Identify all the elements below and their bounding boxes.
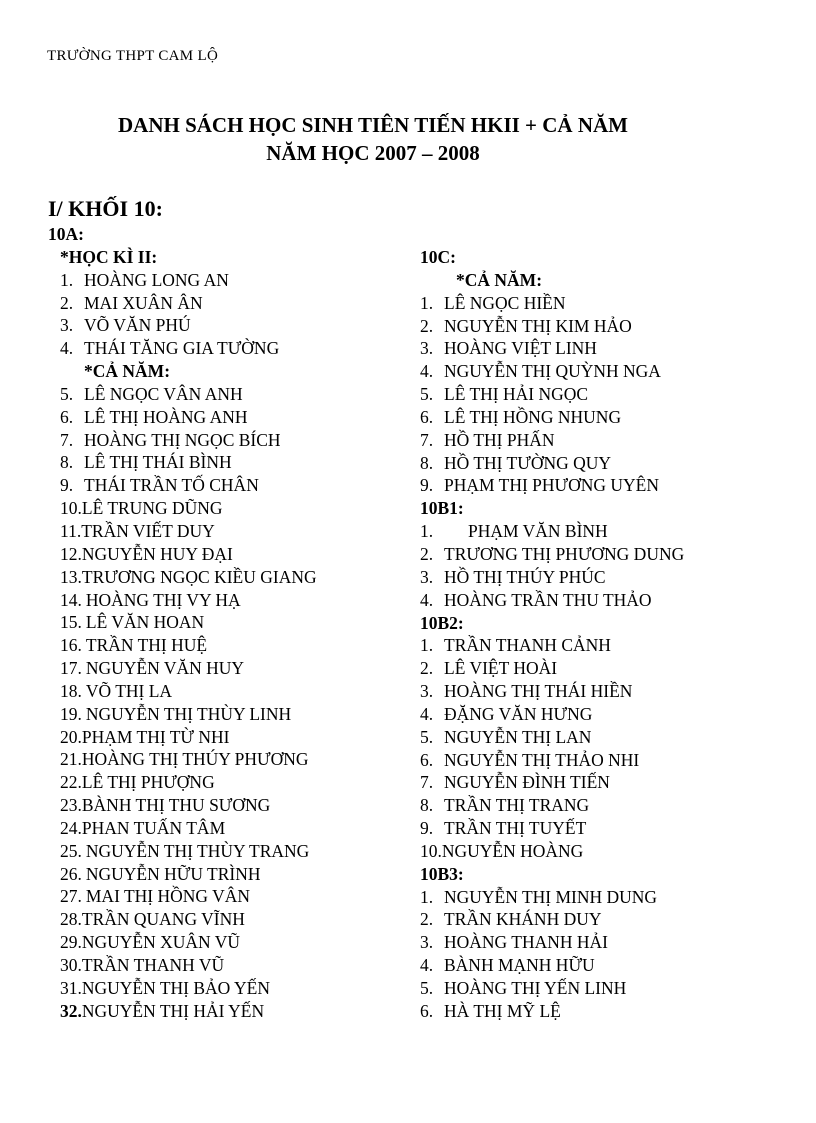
student-name: HOÀNG THỊ YẾN LINH	[444, 978, 627, 998]
item-number: 4.	[60, 338, 74, 359]
list-item	[420, 520, 810, 543]
list-item	[48, 337, 418, 360]
item-number: 3.	[420, 566, 434, 587]
student-name: HỒ THỊ THÚY PHÚC	[444, 566, 606, 587]
class-heading-10c: 10C:	[420, 247, 456, 267]
student-name: TRẦN THỊ HUỆ	[85, 635, 208, 656]
item-number: 7.	[420, 772, 434, 793]
student-name: LÊ THỊ HỒNG NHUNG	[444, 406, 622, 427]
student-name: NGUYỄN THỊ LAN	[444, 726, 592, 747]
student-name: PHẠM THỊ PHƯƠNG UYÊN	[444, 475, 659, 496]
item-number: 1.	[420, 292, 434, 313]
student-name: NGUYỄN HOÀNG	[441, 840, 584, 861]
list-item	[48, 657, 418, 680]
student-name: HOÀNG THỊ NGỌC BÍCH	[84, 429, 281, 450]
section-heading: I/ KHỐI 10:	[48, 196, 163, 221]
list-item	[420, 292, 810, 315]
student-name: HÀ THỊ MỸ LỆ	[444, 1000, 561, 1021]
list-item	[420, 360, 810, 383]
student-name: NGUYỄN THỊ THÙY TRANG	[85, 840, 310, 861]
item-number: 5.	[420, 384, 434, 405]
student-name: LÊ NGỌC VÂN ANH	[84, 383, 243, 404]
item-number: 13.	[60, 566, 82, 587]
list-item	[48, 680, 418, 703]
list-item	[420, 406, 810, 429]
list-item	[48, 314, 418, 337]
list-item	[420, 977, 810, 1000]
list-item	[420, 954, 810, 977]
student-name: NGUYỄN HỮU TRÌNH	[85, 863, 261, 884]
item-number: 16.	[60, 635, 82, 656]
student-name: VÕ VĂN PHÚ	[84, 315, 191, 336]
item-number: 21.	[60, 749, 82, 770]
student-name: LÊ THỊ PHƯỢNG	[81, 772, 215, 793]
item-number: 5.	[420, 726, 434, 747]
student-name: VÕ THỊ LA	[85, 680, 173, 701]
student-name: TRẦN THỊ TUYẾT	[444, 818, 587, 839]
item-number: 27.	[60, 886, 82, 907]
item-number: 10.	[420, 840, 442, 861]
student-name: HOÀNG THANH HẢI	[444, 932, 608, 953]
student-name: LÊ THỊ THÁI BÌNH	[84, 452, 232, 473]
item-number: 3.	[420, 932, 434, 953]
student-name: NGUYỄN THỊ BẢO YẾN	[81, 977, 270, 998]
student-name: LÊ NGỌC HIỀN	[444, 292, 566, 313]
list-item	[48, 520, 418, 543]
item-number: 3.	[420, 338, 434, 359]
list-item	[48, 1000, 418, 1023]
student-name: NGUYỄN THỊ QUỲNH NGA	[444, 361, 661, 382]
list-item	[48, 908, 418, 931]
item-number: 8.	[420, 452, 434, 473]
student-name: HOÀNG THỊ VY HẠ	[85, 589, 241, 610]
item-number: 15.	[60, 612, 82, 633]
document-title: DANH SÁCH HỌC SINH TIÊN TIẾN HKII + CẢ NĂM	[117, 113, 629, 137]
item-number: 24.	[60, 817, 82, 838]
list-item	[420, 1000, 810, 1023]
class-heading-10b2: 10B2:	[420, 612, 464, 633]
item-number: 9.	[420, 475, 434, 496]
item-number: 9.	[420, 818, 434, 839]
list-item	[48, 383, 418, 406]
list-item	[420, 749, 810, 772]
list-item	[420, 543, 810, 566]
year-heading: *CẢ NĂM:	[84, 361, 171, 382]
list-10b2	[420, 634, 810, 862]
student-name: NGUYỄN THỊ THẢO NHI	[444, 749, 640, 770]
item-number: 29.	[60, 932, 82, 953]
item-number: 26.	[60, 863, 82, 884]
list-item	[48, 451, 418, 474]
item-number: 4.	[420, 703, 434, 724]
list-item	[420, 680, 810, 703]
list-item	[48, 817, 418, 840]
list-item	[420, 886, 810, 909]
student-name: HOÀNG TRẦN THU THẢO	[444, 589, 652, 610]
student-name: HỒ THỊ TƯỜNG QUY	[444, 452, 612, 473]
list-item	[48, 748, 418, 771]
list-item	[420, 840, 810, 863]
list-item	[48, 474, 418, 497]
item-number: 28.	[60, 909, 82, 930]
list-item	[420, 908, 810, 931]
item-number: 5.	[60, 383, 74, 404]
item-number: 25.	[60, 840, 82, 861]
list-item	[420, 771, 810, 794]
student-name: NGUYỄN VĂN HUY	[85, 658, 245, 679]
item-number: 20.	[60, 726, 82, 747]
item-number: 3.	[420, 681, 434, 702]
item-number: 19.	[60, 703, 82, 724]
student-name: LÊ THỊ HOÀNG ANH	[84, 406, 248, 427]
student-name: LÊ TRUNG DŨNG	[81, 498, 223, 519]
student-name: HOÀNG THỊ THÚY PHƯƠNG	[81, 749, 309, 770]
item-number: 4.	[420, 589, 434, 610]
list-item	[420, 566, 810, 589]
list-item	[48, 794, 418, 817]
list-item	[420, 383, 810, 406]
list-item	[420, 337, 810, 360]
item-number: 18.	[60, 680, 82, 701]
item-number: 14.	[60, 589, 82, 610]
list-item	[420, 726, 810, 749]
list-item	[420, 474, 810, 497]
list-item	[48, 634, 418, 657]
list-item	[420, 817, 810, 840]
item-number: 6.	[420, 406, 434, 427]
item-number: 6.	[60, 406, 74, 427]
item-number: 31.	[60, 977, 82, 998]
list-item	[48, 771, 418, 794]
class-heading-10b3: 10B3:	[420, 863, 464, 884]
item-number: 2.	[420, 909, 434, 930]
list-item	[48, 566, 418, 589]
student-name: TRẦN QUANG VĨNH	[81, 909, 245, 930]
left-column	[48, 223, 418, 1023]
list-item	[420, 931, 810, 954]
list-item	[48, 977, 418, 1000]
student-name: PHẠM THỊ TỪ NHI	[81, 726, 230, 747]
list-item	[48, 863, 418, 886]
item-number: 9.	[60, 475, 74, 496]
student-name: LÊ VIỆT HOÀI	[444, 658, 558, 679]
student-name: TRẦN VIẾT DUY	[81, 520, 215, 541]
student-name: BÀNH MẠNH HỮU	[444, 955, 595, 976]
list-item	[48, 611, 418, 634]
student-name: ĐẶNG VĂN HƯNG	[444, 703, 593, 724]
class-heading-10b1: 10B1:	[420, 498, 464, 519]
item-number: 2.	[60, 292, 74, 313]
right-column	[420, 246, 810, 1023]
item-number: 4.	[420, 955, 434, 976]
student-name: TRẦN KHÁNH DUY	[444, 909, 602, 930]
student-name: TRƯƠNG THỊ PHƯƠNG DUNG	[444, 543, 685, 564]
student-name: THÁI TĂNG GIA TƯỜNG	[84, 338, 280, 359]
student-name: PHẠM VĂN BÌNH	[468, 521, 608, 542]
item-number: 23.	[60, 795, 82, 816]
list-item	[420, 703, 810, 726]
list-item	[48, 497, 418, 520]
student-name: THÁI TRẦN TỐ CHÂN	[84, 475, 259, 496]
list-item	[48, 406, 418, 429]
list-10b1	[420, 520, 810, 611]
student-name: NGUYỄN THỊ HẢI YẾN	[81, 1000, 265, 1021]
student-name: NGUYỄN THỊ KIM HẢO	[444, 315, 632, 336]
student-name: HOÀNG LONG AN	[84, 269, 229, 290]
student-name: BÀNH THỊ THU SƯƠNG	[81, 795, 271, 816]
list-item	[48, 954, 418, 977]
student-name: NGUYỄN THỊ MINH DUNG	[444, 886, 658, 907]
item-number: 4.	[420, 361, 434, 382]
student-name: TRẦN THANH CẢNH	[444, 635, 611, 656]
list-item	[48, 543, 418, 566]
item-number: 1.	[420, 635, 434, 656]
list-item	[48, 931, 418, 954]
list-item	[48, 726, 418, 749]
student-name: NGUYỄN XUÂN VŨ	[81, 932, 241, 953]
item-number: 11.	[60, 520, 82, 541]
item-number: 2.	[420, 658, 434, 679]
list-item	[48, 292, 418, 315]
hk2-heading: *HỌC KÌ II:	[60, 246, 158, 267]
item-number: 32.	[60, 1000, 82, 1021]
year-heading-10c: *CẢ NĂM:	[456, 269, 543, 290]
item-number: 5.	[420, 978, 434, 998]
item-number: 6.	[420, 749, 434, 770]
list-item	[48, 840, 418, 863]
list-item	[420, 634, 810, 657]
list-item	[420, 589, 810, 612]
school-name: TRƯỜNG THPT CAM LỘ	[47, 48, 219, 64]
list-item	[48, 703, 418, 726]
student-name: MAI XUÂN ÂN	[84, 292, 203, 313]
student-name: TRẦN THỊ TRANG	[444, 795, 590, 816]
item-number: 3.	[60, 315, 74, 336]
student-name: NGUYỄN ĐÌNH TIẾN	[444, 772, 610, 793]
item-number: 8.	[60, 452, 74, 473]
document-subtitle: NĂM HỌC 2007 – 2008	[266, 141, 480, 165]
list-item	[420, 315, 810, 338]
list-10b3	[420, 886, 810, 1023]
item-number: 1.	[420, 521, 434, 542]
list-item	[420, 452, 810, 475]
student-name: TRƯƠNG NGỌC KIỀU GIANG	[81, 566, 317, 587]
student-name: NGUYỄN HUY ĐẠI	[81, 543, 233, 564]
item-number: 7.	[420, 429, 434, 450]
list-item	[48, 589, 418, 612]
item-number: 8.	[420, 795, 434, 816]
student-name: PHAN TUẤN TÂM	[81, 817, 226, 838]
student-name: HOÀNG THỊ THÁI HIỀN	[444, 681, 633, 702]
item-number: 30.	[60, 955, 82, 975]
item-number: 2.	[420, 543, 434, 564]
list-item	[420, 794, 810, 817]
item-number: 17.	[60, 658, 82, 679]
item-number: 1.	[420, 886, 434, 907]
item-number: 22.	[60, 772, 82, 793]
list-10c	[420, 292, 810, 498]
student-name: NGUYỄN THỊ THÙY LINH	[85, 703, 292, 724]
list-item	[48, 429, 418, 452]
item-number: 7.	[60, 429, 74, 450]
class-heading-10a: 10A:	[48, 224, 84, 244]
year-list	[48, 383, 418, 1023]
item-number: 6.	[420, 1000, 434, 1021]
list-item	[420, 429, 810, 452]
student-name: LÊ VĂN HOAN	[85, 612, 205, 633]
item-number: 1.	[60, 269, 74, 290]
item-number: 2.	[420, 315, 434, 336]
student-name: MAI THỊ HỒNG VÂN	[85, 886, 251, 907]
student-name: LÊ THỊ HẢI NGỌC	[444, 384, 589, 405]
list-item	[48, 885, 418, 908]
item-number: 10.	[60, 498, 82, 519]
student-name: HOÀNG VIỆT LINH	[444, 338, 597, 359]
student-name: HỒ THỊ PHẤN	[444, 429, 555, 450]
hk2-list	[48, 269, 418, 360]
list-item	[48, 269, 418, 292]
item-number: 12.	[60, 543, 82, 564]
list-item	[420, 657, 810, 680]
student-name: TRẦN THANH VŨ	[81, 955, 225, 975]
